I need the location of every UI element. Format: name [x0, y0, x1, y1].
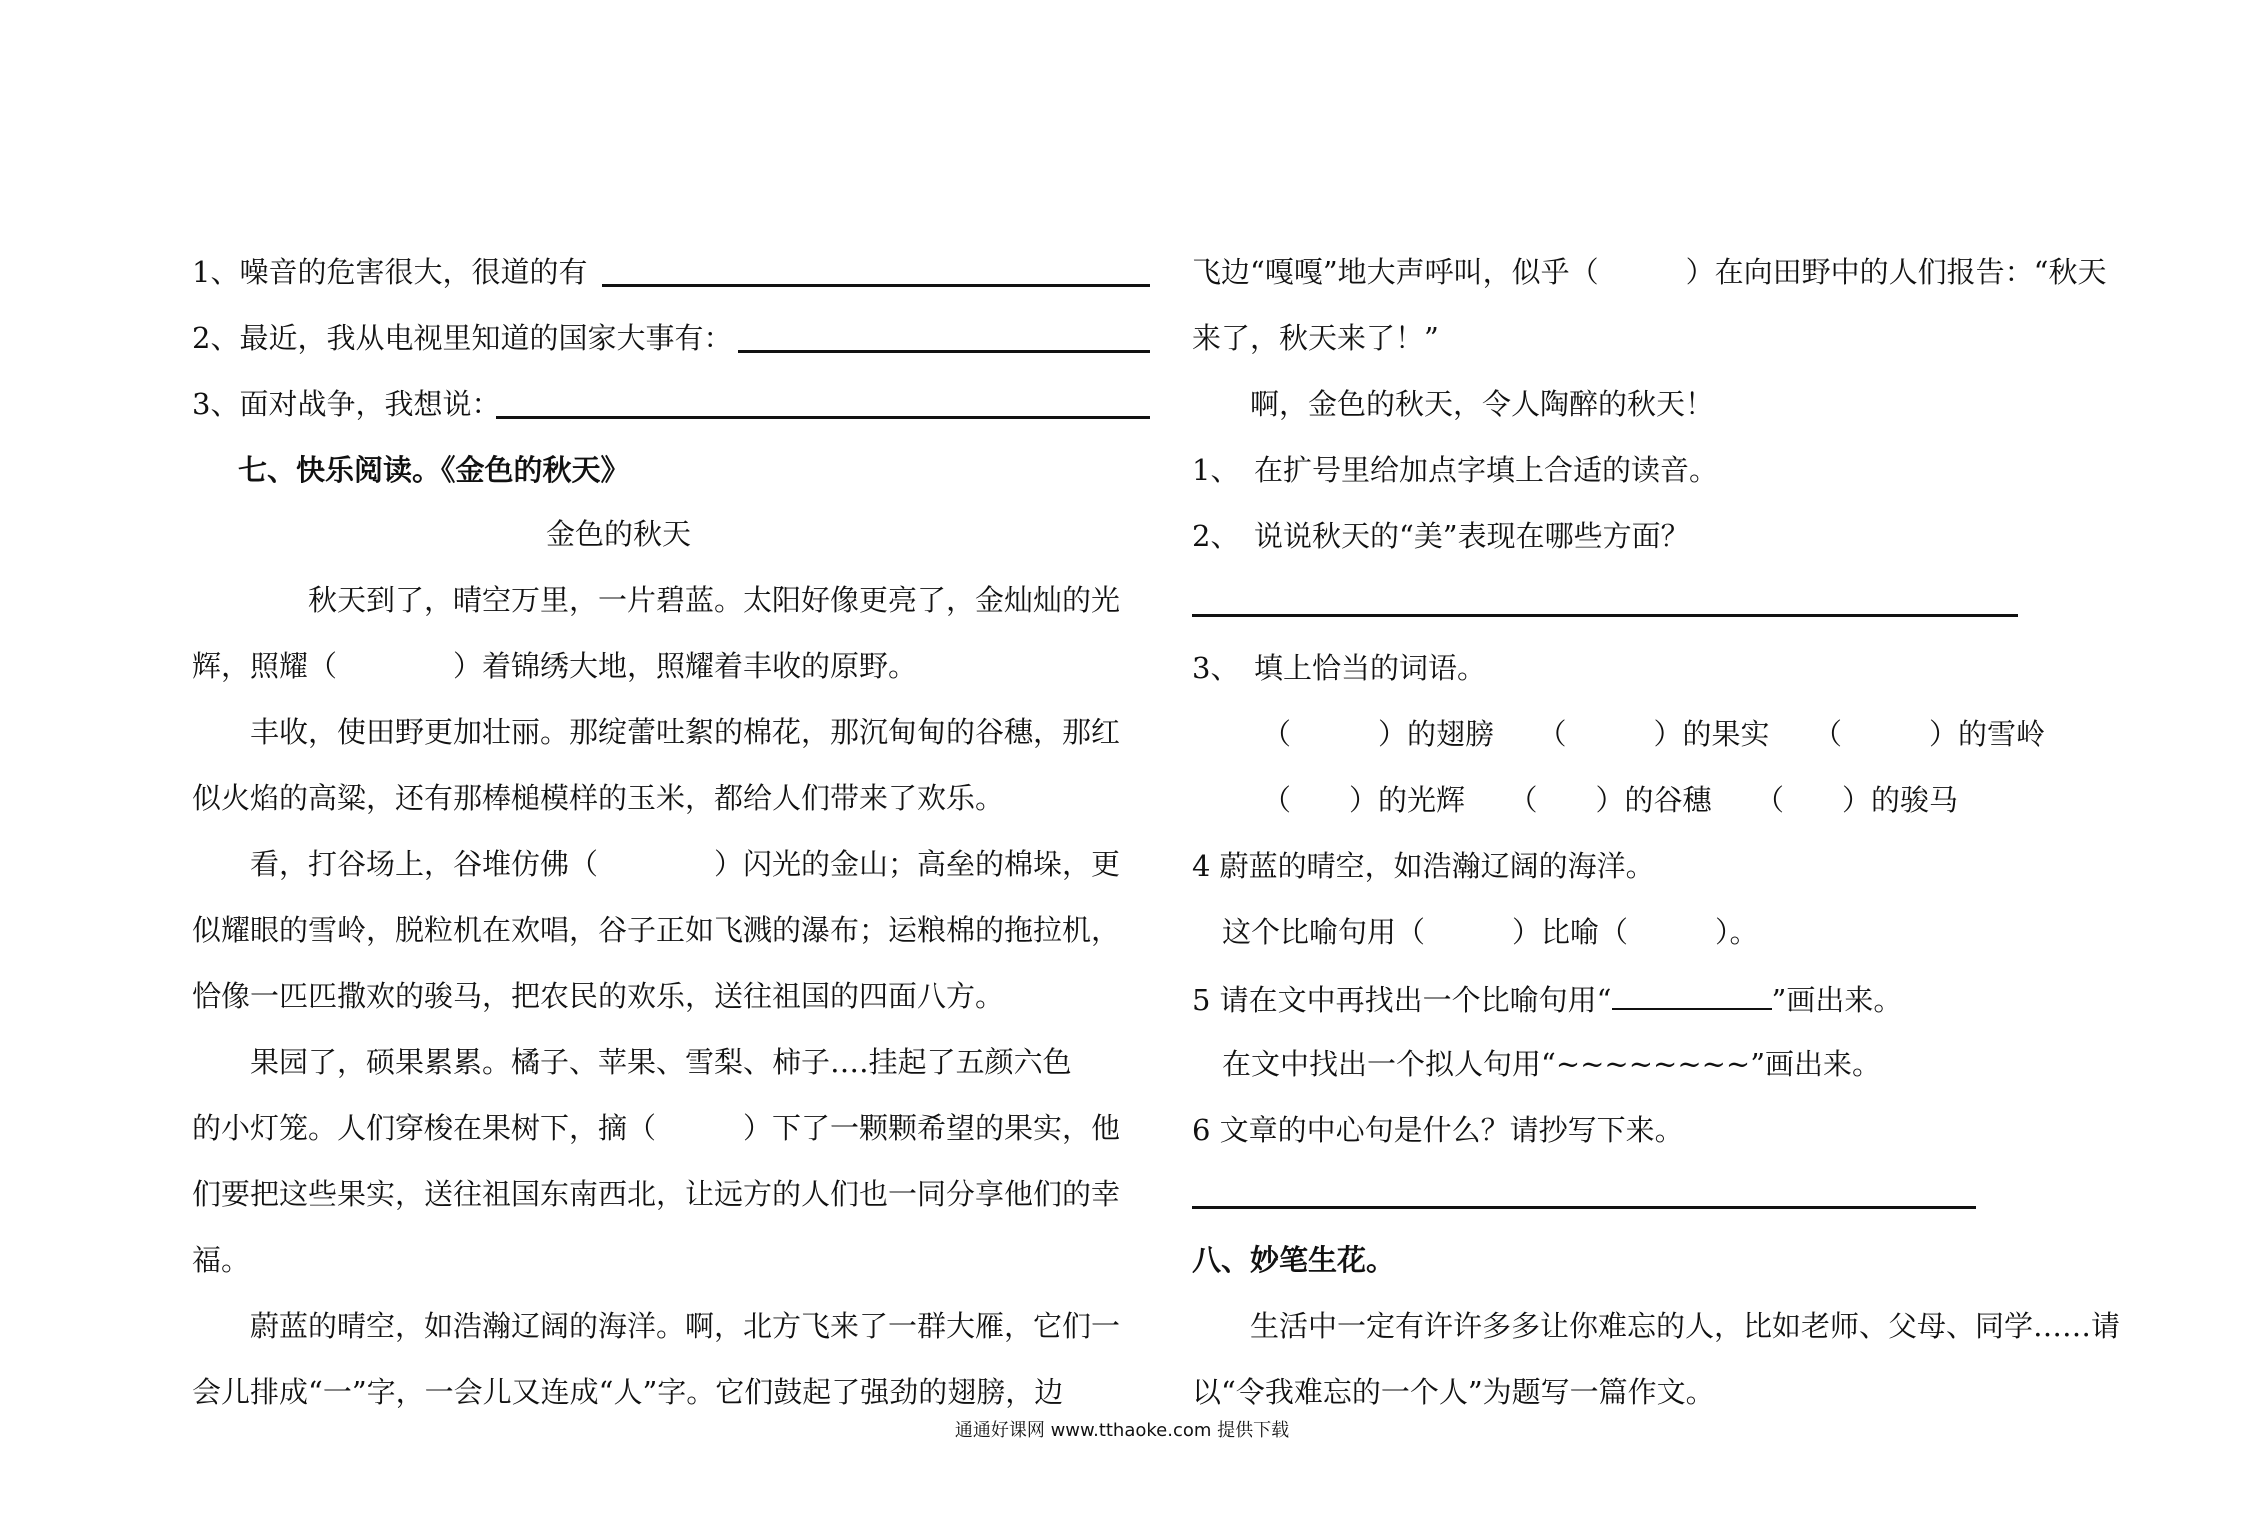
passage-line: 丰收，使田野更加壮丽。那绽蕾吐絮的棉花，那沉甸甸的谷穗，那红 — [250, 715, 1121, 749]
passage-title: 金色的秋天 — [546, 517, 692, 551]
reading-question-4: 4 蔚蓝的晴空，如浩瀚辽阔的海洋。 — [1192, 849, 1655, 883]
section-8-heading: 八、妙笔生花。 — [1192, 1243, 1396, 1277]
reading-question-6: 6 文章的中心句是什么？请抄写下来。 — [1192, 1113, 1684, 1147]
passage-line: 会儿排成“一”字，一会儿又连成“人”字。它们鼓起了强劲的翅膀，边 — [192, 1375, 1064, 1409]
passage-continued-line: 飞边“嘎嘎”地大声呼叫，似乎（ ）在向田野中的人们报告：“秋天 — [1192, 255, 2107, 289]
page-footer: 通通好课网 www.tthaoke.com 提供下载 — [954, 1420, 1290, 1441]
reading-question-5-sub: 在文中找出一个拟人句用“~~~~~~~~”画出来。 — [1222, 1047, 1882, 1081]
question-2: 2、最近，我从电视里知道的国家大事有： — [192, 321, 733, 355]
passage-line: 果园了，硕果累累。橘子、苹果、雪梨、柿子‥‥挂起了五颜六色 — [250, 1045, 1072, 1079]
composition-prompt-line: 以“令我难忘的一个人”为题写一篇作文。 — [1192, 1375, 1715, 1409]
reading-question-4-sub: 这个比喻句用（ ）比喻（ ）。 — [1222, 915, 1759, 949]
composition-prompt-line: 生活中一定有许许多多让你难忘的人，比如老师、父母、同学……请 — [1250, 1309, 2121, 1343]
word-fill-row-1: （ ）的翅膀 （ ）的果实 （ ）的雪岭 — [1262, 717, 2046, 751]
answer-line-1[interactable] — [602, 284, 1150, 287]
answer-line-beauty[interactable] — [1192, 614, 2018, 617]
answer-line-central-sentence[interactable] — [1192, 1206, 1976, 1209]
passage-continued-line: 啊，金色的秋天，令人陶醉的秋天！ — [1250, 387, 1715, 421]
reading-question-2: 2、 说说秋天的“美”表现在哪些方面？ — [1192, 519, 1690, 553]
passage-line: 似耀眼的雪岭，脱粒机在欢唱，谷子正如飞溅的瀑布；运粮棉的拖拉机， — [192, 913, 1121, 947]
passage-line: 似火焰的高粱，还有那棒槌模样的玉米，都给人们带来了欢乐。 — [192, 781, 1005, 815]
reading-question-3: 3、 填上恰当的词语。 — [1192, 651, 1486, 685]
passage-continued-line: 来了，秋天来了！” — [1192, 321, 1439, 355]
word-fill-row-2: （ ）的光辉 （ ）的谷穗 （ ）的骏马 — [1262, 783, 1959, 817]
passage-line: 恰像一匹匹撒欢的骏马，把农民的欢乐，送往祖国的四面八方。 — [192, 979, 1005, 1013]
question-3: 3、面对战争，我想说： — [192, 387, 501, 421]
section-7-heading: 七、快乐阅读。《金色的秋天》 — [238, 453, 630, 487]
passage-line: 辉，照耀（ ）着锦绣大地，照耀着丰收的原野。 — [192, 649, 918, 683]
passage-line: 秋天到了，晴空万里，一片碧蓝。太阳好像更亮了，金灿灿的光 — [308, 583, 1121, 617]
reading-question-1: 1、 在扩号里给加点字填上合适的读音。 — [1192, 453, 1718, 487]
passage-line: 看，打谷场上，谷堆仿佛（ ）闪光的金山；高垒的棉垛，更 — [250, 847, 1121, 881]
question-5-prefix: 5 请在文中再找出一个比喻句用“ — [1192, 983, 1612, 1017]
passage-line: 们要把这些果实，送往祖国东南西北，让远方的人们也一同分享他们的幸 — [192, 1177, 1121, 1211]
answer-line-3[interactable] — [496, 416, 1150, 419]
passage-line: 蔚蓝的晴空，如浩瀚辽阔的海洋。啊，北方飞来了一群大雁，它们一 — [250, 1309, 1121, 1343]
question-5-suffix: ”画出来。 — [1771, 983, 1903, 1017]
passage-line: 的小灯笼。人们穿梭在果树下，摘（ ）下了一颗颗希望的果实，他 — [192, 1111, 1121, 1145]
passage-line: 福。 — [192, 1243, 251, 1277]
question-1: 1、噪音的危害很大，很道的有 — [192, 255, 588, 289]
underline-sample — [1612, 978, 1772, 1010]
reading-question-5 — [1192, 978, 1902, 1020]
answer-line-2[interactable] — [738, 350, 1150, 353]
